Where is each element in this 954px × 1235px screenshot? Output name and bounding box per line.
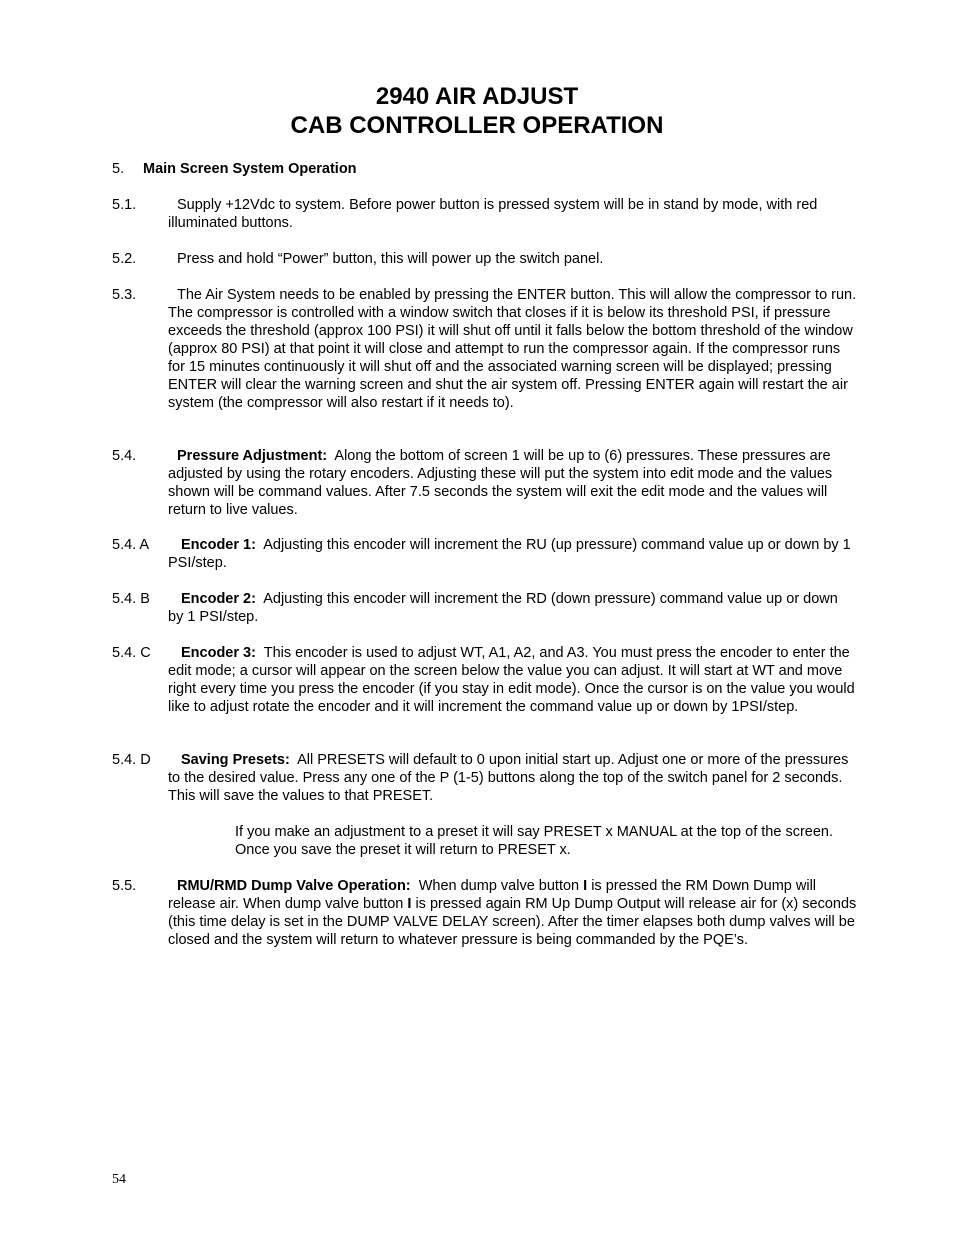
- title-line-2: CAB CONTROLLER OPERATION: [290, 112, 664, 139]
- paragraph-bold-lead: Encoder 2:: [181, 591, 256, 607]
- paragraph-bold-lead: RMU/RMD Dump Valve Operation:: [177, 878, 411, 894]
- page-number: 54: [112, 1172, 126, 1187]
- paragraph-number: 5.1.: [112, 197, 137, 213]
- paragraph-5-4-b: [112, 590, 857, 626]
- paragraph-body-text: Along the bottom of screen 1 will be up to (6) pressures. These pressures are adjusted by using the rotary encoders. Adjusting these will put the system into edit mode and the values shown will be command values. After 7.5 seconds the system will exit the edit mode and the values will return to live values.: [168, 448, 833, 518]
- paragraph-body-text: Supply +12Vdc to system. Before power button is pressed system will be in stand by mode, with red illuminated buttons.: [168, 197, 818, 231]
- paragraph-body-text: Adjusting this encoder will increment the RU (up pressure) command value up or down by 1 PSI/step.: [168, 537, 851, 571]
- paragraph-text: [168, 447, 857, 519]
- paragraph-text: [168, 590, 857, 626]
- paragraph-text: [168, 644, 857, 716]
- paragraph-body-text: is pressed again RM Up Dump Output will release air for (x) seconds (this time delay is set in the DUMP VALVE DELAY screen). After the timer elapses both dump valves will be closed and the system will return to whatever pressure is being commanded by the PQE’s.: [168, 896, 857, 948]
- paragraph-bold-lead: Encoder 1:: [181, 537, 256, 553]
- paragraph-body-text: Adjusting this encoder will increment the RD (down pressure) command value up or down by 1 PSI/step.: [168, 591, 838, 625]
- dump-button-label: I: [583, 878, 588, 894]
- paragraph-bold-lead: Encoder 3:: [181, 645, 256, 661]
- paragraph-text: [168, 751, 857, 805]
- paragraph-body-text: When dump valve button: [418, 878, 580, 894]
- title-line-1: 2940 AIR ADJUST: [375, 83, 579, 110]
- paragraph-text: [168, 250, 857, 268]
- paragraph-5-3: [112, 286, 857, 412]
- paragraph-number: 5.4. A: [112, 537, 150, 553]
- paragraph-number: 5.4. C: [112, 645, 151, 661]
- paragraph-body-text: All PRESETS will default to 0 upon initial start up. Adjust one or more of the pressures to the desired value. Press any one of the P (1-5) buttons along the top of the switch panel for 2 seconds. This will save the values to that PRESET.: [168, 752, 849, 804]
- paragraph-number: 5.5.: [112, 878, 137, 894]
- paragraph-number: 5.4. D: [112, 752, 151, 768]
- paragraph-body-text: Press and hold “Power” button, this will power up the switch panel.: [177, 251, 604, 267]
- paragraph-text: [168, 877, 857, 949]
- paragraph-bold-lead: Saving Presets:: [181, 752, 290, 768]
- section-number: 5.: [112, 161, 125, 177]
- paragraph-5-1: [112, 196, 857, 232]
- paragraph-5-4-d: [112, 751, 857, 805]
- paragraph-5-2: [112, 250, 857, 268]
- paragraph-5-4: [112, 447, 857, 519]
- preset-note: If you make an adjustment to a preset it will say PRESET x MANUAL at the top of the screen. Once you save the preset it will return to PRESET x.: [235, 824, 833, 858]
- paragraph-number: 5.2.: [112, 251, 137, 267]
- paragraph-body-text: This encoder is used to adjust WT, A1, A2, and A3. You must press the encoder to enter the edit mode; a cursor will appear on the screen below the value you can adjust. It will start at WT and move right every time you press the encoder (if you stay in edit mode). Once the cursor is on the value you would like to adjust rotate the encoder and it will increment the command value up or down by 1PSI/step.: [168, 645, 855, 715]
- paragraph-5-4-c: [112, 644, 857, 716]
- paragraph-bold-lead: Pressure Adjustment:: [177, 448, 328, 464]
- paragraph-body-text: is pressed the RM Down Dump will release air. When dump valve button: [168, 878, 817, 912]
- paragraph-number: 5.4. B: [112, 591, 150, 607]
- paragraph-number: 5.3.: [112, 287, 137, 303]
- paragraph-5-5: [112, 877, 857, 949]
- paragraph-number: 5.4.: [112, 448, 137, 464]
- paragraph-text: [168, 536, 857, 572]
- section-heading-text: Main Screen System Operation: [143, 161, 357, 177]
- paragraph-body-text: The Air System needs to be enabled by pressing the ENTER button. This will allow the compressor to run. The compressor is controlled with a window switch that closes if it is below its threshold PSI, if pressure exceeds the threshold (approx 100 PSI) it will shut off until it falls below the bottom threshold of the window (approx 80 PSI) at that point it will close and attempt to run the compressor again. If the compressor runs for 15 minutes continuously it will shut off and the associated warning screen will be displayed; pressing ENTER will clear the warning screen and shut the air system off. Pressing ENTER again will restart the air system (the compressor will also restart if it needs to).: [168, 287, 857, 411]
- paragraph-text: [168, 196, 857, 232]
- paragraph-text: [168, 286, 857, 412]
- page-title: [0, 82, 954, 140]
- paragraph-5-4-a: [112, 536, 857, 572]
- dump-button-label: I: [407, 896, 412, 912]
- section-heading: [112, 160, 357, 178]
